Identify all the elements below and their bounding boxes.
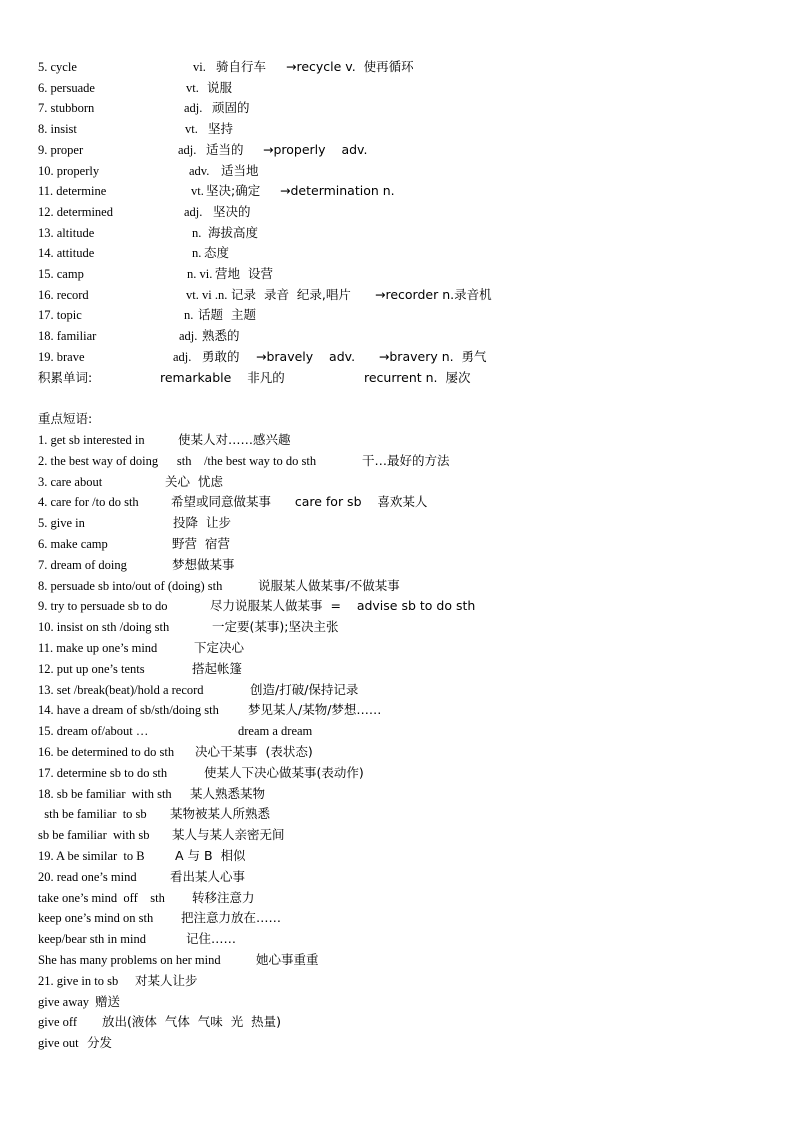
phrase-en: 5. give in	[38, 516, 85, 531]
phrase-cn: 投降 让步	[173, 515, 231, 531]
phrase-en: 18. sb be familiar with sth	[38, 786, 172, 801]
vocab-row	[38, 347, 487, 368]
vocab-word: 15. camp	[38, 267, 84, 281]
vocab-meaning: 话题 主题	[198, 307, 256, 323]
phrase-cn: 说服某人做某事/不做某事	[258, 577, 400, 593]
vocab-extra: →bravely adv. →bravery n. 勇气	[256, 348, 487, 364]
accumulation-label: 积累单词:	[38, 369, 93, 385]
phrase-cn: 创造/打破/保持记录	[250, 681, 359, 697]
phrase-row	[38, 784, 266, 805]
vocab-pos: adj.	[184, 204, 203, 219]
phrases-heading: 重点短语:	[38, 411, 93, 426]
vocab-word: 16. record	[38, 287, 89, 302]
phrase-cn: 决心干某事 (表状态)	[195, 744, 313, 759]
phrase-en: 6. make camp	[38, 537, 108, 551]
vocab-row	[38, 264, 273, 285]
vocab-row	[38, 285, 492, 306]
vocab-word: 12. determined	[38, 204, 113, 219]
phrase-en: 14. have a dream of sb/sth/doing sth	[38, 703, 219, 718]
vocab-meaning: 坚决的	[213, 203, 251, 219]
vocab-meaning: 坚持	[208, 121, 234, 137]
vocab-row	[38, 57, 414, 78]
vocab-pos: adv.	[189, 163, 210, 178]
vocab-pos: adj.	[178, 142, 197, 157]
vocab-word: 14. attitude	[38, 246, 95, 261]
vocab-meaning: 勇敢的	[202, 348, 240, 364]
phrase-en: 2. the best way of doing sth /the best way to do sth	[38, 453, 317, 468]
phrase-row	[38, 846, 246, 867]
vocab-extra: →recycle v. 使再循环	[286, 59, 414, 74]
vocab-meaning: 态度	[204, 245, 230, 261]
accumulation-word: recurrent n. 屡次	[364, 369, 471, 385]
accumulation-row	[38, 368, 471, 389]
vocab-meaning: 适当地	[221, 162, 259, 178]
vocab-pos: vt.	[186, 80, 199, 95]
phrase-en: give off	[38, 1015, 77, 1030]
phrase-cn: 梦想做某事	[172, 556, 235, 572]
phrase-row	[38, 534, 230, 555]
phrase-en: give out	[38, 1036, 79, 1051]
vocab-pos: n.	[192, 225, 202, 240]
phrase-en: 15. dream of/about …	[38, 724, 149, 739]
phrase-cn: 希望或同意做某事 care for sb 喜欢某人	[171, 494, 428, 510]
phrase-en: 3. care about	[38, 474, 103, 489]
phrase-row	[38, 1012, 282, 1033]
vocab-meaning: 海拔高度	[208, 224, 259, 240]
phrase-cn: 对某人让步	[135, 972, 198, 988]
vocab-pos: adj.	[179, 329, 198, 344]
vocab-pos: n.	[192, 246, 202, 261]
vocab-pos: adj.	[173, 349, 192, 364]
vocab-row	[38, 202, 251, 223]
phrase-row	[38, 492, 428, 513]
vocab-word: 5. cycle	[38, 60, 77, 74]
phrase-row	[38, 971, 198, 992]
vocab-extra: →properly adv.	[263, 141, 368, 157]
phrase-cn: 转移注意力	[192, 889, 255, 905]
vocab-row	[38, 223, 259, 244]
accumulation-word: remarkable 非凡的	[160, 369, 285, 385]
phrase-en: 19. A be similar to B	[38, 849, 145, 863]
phrase-en: 17. determine sb to do sth	[38, 765, 168, 780]
vocab-word: 10. properly	[38, 163, 100, 178]
vocab-word: 9. proper	[38, 142, 84, 157]
phrase-row	[38, 908, 282, 929]
vocab-pos: vt.	[191, 184, 204, 199]
vocab-word: 8. insist	[38, 122, 77, 137]
phrase-cn: 看出某人心事	[170, 868, 246, 884]
phrase-row	[38, 659, 243, 680]
vocab-row	[38, 98, 250, 119]
vocab-meaning: 骑自行车	[216, 59, 267, 74]
phrase-cn: dream a dream	[238, 724, 313, 739]
vocab-pos: vi.	[193, 60, 206, 74]
phrase-row	[38, 804, 271, 825]
vocab-row	[38, 243, 230, 264]
phrase-cn: 下定决心	[194, 640, 245, 655]
phrase-en: 11. make up one’s mind	[38, 641, 158, 655]
vocab-pos: vt.	[185, 122, 198, 137]
phrase-row	[38, 721, 313, 742]
phrase-en: She has many problems on her mind	[38, 953, 221, 967]
vocab-row	[38, 78, 233, 99]
phrase-row	[38, 950, 319, 971]
phrase-row	[38, 763, 364, 784]
phrase-cn: 放出(液体 气体 气味 光 热量)	[102, 1014, 282, 1030]
phrase-en: keep/bear sth in mind	[38, 932, 146, 947]
vocab-row	[38, 161, 259, 182]
phrase-row	[38, 700, 382, 721]
vocab-extra: →determination n.	[280, 183, 395, 199]
phrase-row	[38, 451, 450, 472]
phrase-cn: 使某人下决心做某事(表动作)	[204, 764, 364, 780]
vocab-meaning: 顽固的	[212, 100, 250, 116]
phrase-cn: 野营 宿营	[172, 536, 230, 551]
vocab-row	[38, 119, 234, 140]
vocab-meaning: 适当的	[206, 141, 244, 157]
phrase-cn: 记住……	[186, 931, 237, 947]
vocab-row	[38, 181, 395, 202]
phrase-cn: 赠送	[95, 993, 121, 1009]
phrase-row	[38, 680, 359, 701]
phrase-cn: A 与 B 相似	[175, 848, 246, 863]
vocab-word: 13. altitude	[38, 225, 95, 240]
phrase-row	[38, 638, 245, 659]
phrase-row	[38, 888, 255, 909]
vocab-pos: vt. vi .n.	[186, 287, 228, 302]
phrase-cn: 干…最好的方法	[362, 452, 450, 468]
vocab-extra: →recorder n.录音机	[375, 286, 492, 302]
phrase-cn: 她心事重重	[256, 952, 319, 967]
vocab-word: 11. determine	[38, 184, 107, 199]
vocab-word: 19. brave	[38, 349, 85, 364]
phrase-en: sb be familiar with sb	[38, 828, 150, 843]
phrase-row	[38, 596, 476, 617]
vocab-meaning: 说服	[207, 79, 233, 95]
phrase-en: 7. dream of doing	[38, 557, 127, 572]
phrase-cn: 关心 忧虑	[165, 473, 223, 489]
vocab-word: 18. familiar	[38, 329, 97, 344]
phrase-cn: 使某人对……感兴趣	[178, 432, 291, 447]
phrase-cn: 把注意力放在……	[181, 910, 282, 926]
phrase-row	[38, 430, 291, 451]
phrase-cn: 某人熟悉某物	[190, 785, 266, 801]
vocab-word: 17. topic	[38, 308, 82, 323]
phrase-cn: 尽力说服某人做某事 = advise sb to do sth	[210, 598, 476, 614]
phrase-cn: 搭起帐篷	[192, 660, 243, 676]
phrase-en: 1. get sb interested in	[38, 433, 145, 447]
vocab-meaning: 坚决;确定	[206, 183, 261, 199]
phrase-cn: 某人与某人亲密无间	[172, 827, 285, 843]
phrase-row	[38, 867, 246, 888]
phrase-en: 16. be determined to do sth	[38, 745, 175, 759]
phrase-row	[38, 1033, 113, 1054]
phrase-row	[38, 555, 235, 576]
phrase-en: 13. set /break(beat)/hold a record	[38, 682, 204, 697]
phrase-en: keep one’s mind on sth	[38, 911, 154, 926]
vocab-pos: n. vi.	[187, 267, 213, 281]
phrase-row	[38, 929, 237, 950]
phrase-row	[38, 513, 231, 534]
vocab-row	[38, 305, 256, 326]
phrase-en: 8. persuade sb into/out of (doing) sth	[38, 578, 223, 593]
vocab-row	[38, 140, 368, 161]
phrase-en: sth be familiar to sb	[38, 807, 147, 822]
vocab-meaning: 熟悉的	[202, 328, 240, 344]
phrase-row	[38, 576, 400, 597]
phrase-cn: 一定要(某事);坚决主张	[212, 619, 339, 635]
phrase-en: 10. insist on sth /doing sth	[38, 620, 170, 635]
phrase-row	[38, 825, 285, 846]
phrase-en: give away	[38, 994, 90, 1009]
phrase-en: 4. care for /to do sth	[38, 495, 139, 510]
phrase-cn: 梦见某人/某物/梦想……	[248, 702, 382, 718]
phrase-row	[38, 472, 223, 493]
vocab-row	[38, 326, 240, 347]
phrase-en: 12. put up one’s tents	[38, 661, 145, 676]
phrase-cn: 某物被某人所熟悉	[170, 806, 271, 822]
phrase-row	[38, 742, 313, 763]
vocab-meaning: 营地 设营	[215, 266, 273, 281]
phrase-cn: 分发	[87, 1035, 113, 1051]
phrase-en: 21. give in to sb	[38, 973, 119, 988]
vocab-meaning: 记录 录音 纪录,唱片	[231, 286, 351, 302]
phrase-en: 20. read one’s mind	[38, 869, 137, 884]
phrase-en: take one’s mind off sth	[38, 890, 165, 905]
vocab-word: 6. persuade	[38, 80, 95, 95]
phrase-en: 9. try to persuade sb to do	[38, 599, 168, 614]
phrase-row	[38, 992, 121, 1013]
vocab-pos: adj.	[184, 101, 203, 116]
phrase-row	[38, 617, 339, 638]
vocab-pos: n.	[184, 308, 194, 323]
vocab-word: 7. stubborn	[38, 101, 95, 116]
